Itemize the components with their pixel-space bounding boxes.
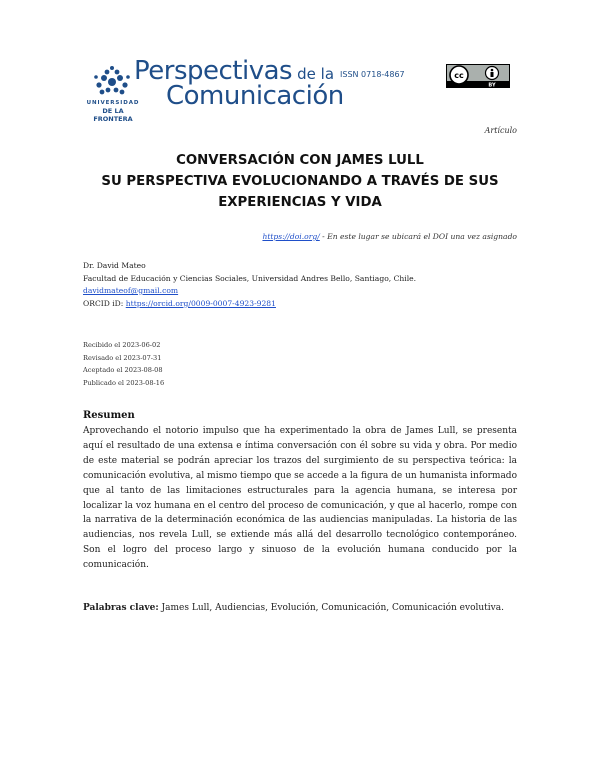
university-name-line2: DE LA FRONTERA xyxy=(93,107,133,123)
author-affiliation: Facultad de Educación y Ciencias Sociales, Universidad Andres Bello, Santiago, Chile. xyxy=(83,273,417,283)
orcid-line xyxy=(83,298,416,311)
doi-link[interactable]: https://doi.org/ xyxy=(262,232,320,241)
title-line-2: SU PERSPECTIVA EVOLUCIONANDO A TRAVÉS DE SUS xyxy=(101,174,499,189)
keywords xyxy=(83,601,517,616)
cc-license-badge[interactable] xyxy=(446,64,510,88)
date-accepted: Aceptado el 2023-08-08 xyxy=(83,366,163,375)
journal-name-part3: Comunicación xyxy=(166,81,344,111)
journal-name-part1: Perspectivas xyxy=(134,56,293,86)
author-block xyxy=(83,260,416,310)
doi-line xyxy=(262,232,517,241)
date-revised: Revisado el 2023-07-31 xyxy=(83,353,162,362)
keywords-text: James Lull, Audiencias, Evolución, Comunicación, Comunicación evolutiva. xyxy=(158,603,504,613)
title-line-3: EXPERIENCIAS Y VIDA xyxy=(218,195,382,210)
doi-note: - En este lugar se ubicará el DOI una vez asignado xyxy=(319,232,517,241)
cc-by-icon xyxy=(446,64,510,88)
orcid-label: ORCID iD: xyxy=(83,298,126,308)
article-type: Artículo xyxy=(484,126,517,135)
keywords-label: Palabras clave: xyxy=(83,603,159,613)
dates-block xyxy=(83,339,164,389)
orcid-link[interactable]: https://orcid.org/0009-0007-4923-9281 xyxy=(125,298,276,308)
abstract-text: Aprovechando el notorio impulso que ha experimentado la obra de James Lull, se presenta aquí el resultado de una extensa e íntima conversación con él sobre su vida y obra. Por medio de este material se podrán apreciar los trazos del surgimiento de su perspectiva teórica: la comunicación evolutiva, al mismo tiempo que se accede a la figura de un humanista informado que al tanto de las limitaciones estructurales para la agencia humana, se interesa por localizar la voz humana en el centro del proceso de comunicación, y que al hacerlo, rompe con la narrativa de la determinación económica de las audiencias manipuladas. La historia de las audiencias, nos revela Lull, se extiende más allá del desarrollo tecnológico contemporáneo. Son el logro del proceso largo y sinuoso de la evolución humana conducido por la comunicación. xyxy=(83,426,517,571)
issn: ISSN 0718-4867 xyxy=(340,70,405,79)
cc-by-label: BY xyxy=(488,82,496,88)
journal-logo xyxy=(134,56,344,111)
university-name-line1: UNIVERSIDAD xyxy=(86,100,140,106)
title-line-1: CONVERSACIÓN CON JAMES LULL xyxy=(176,153,424,168)
svg-text:cc: cc xyxy=(454,71,464,80)
abstract-heading: Resumen xyxy=(83,410,135,421)
date-published: Publicado el 2023-08-16 xyxy=(83,378,165,387)
article-title xyxy=(80,150,520,213)
journal-name-part2: de la xyxy=(297,65,335,83)
author-email-link[interactable]: davidmateof@gmail.com xyxy=(83,286,179,295)
date-received: Recibido el 2023-06-02 xyxy=(83,341,161,349)
author-name: Dr. David Mateo xyxy=(83,261,146,270)
